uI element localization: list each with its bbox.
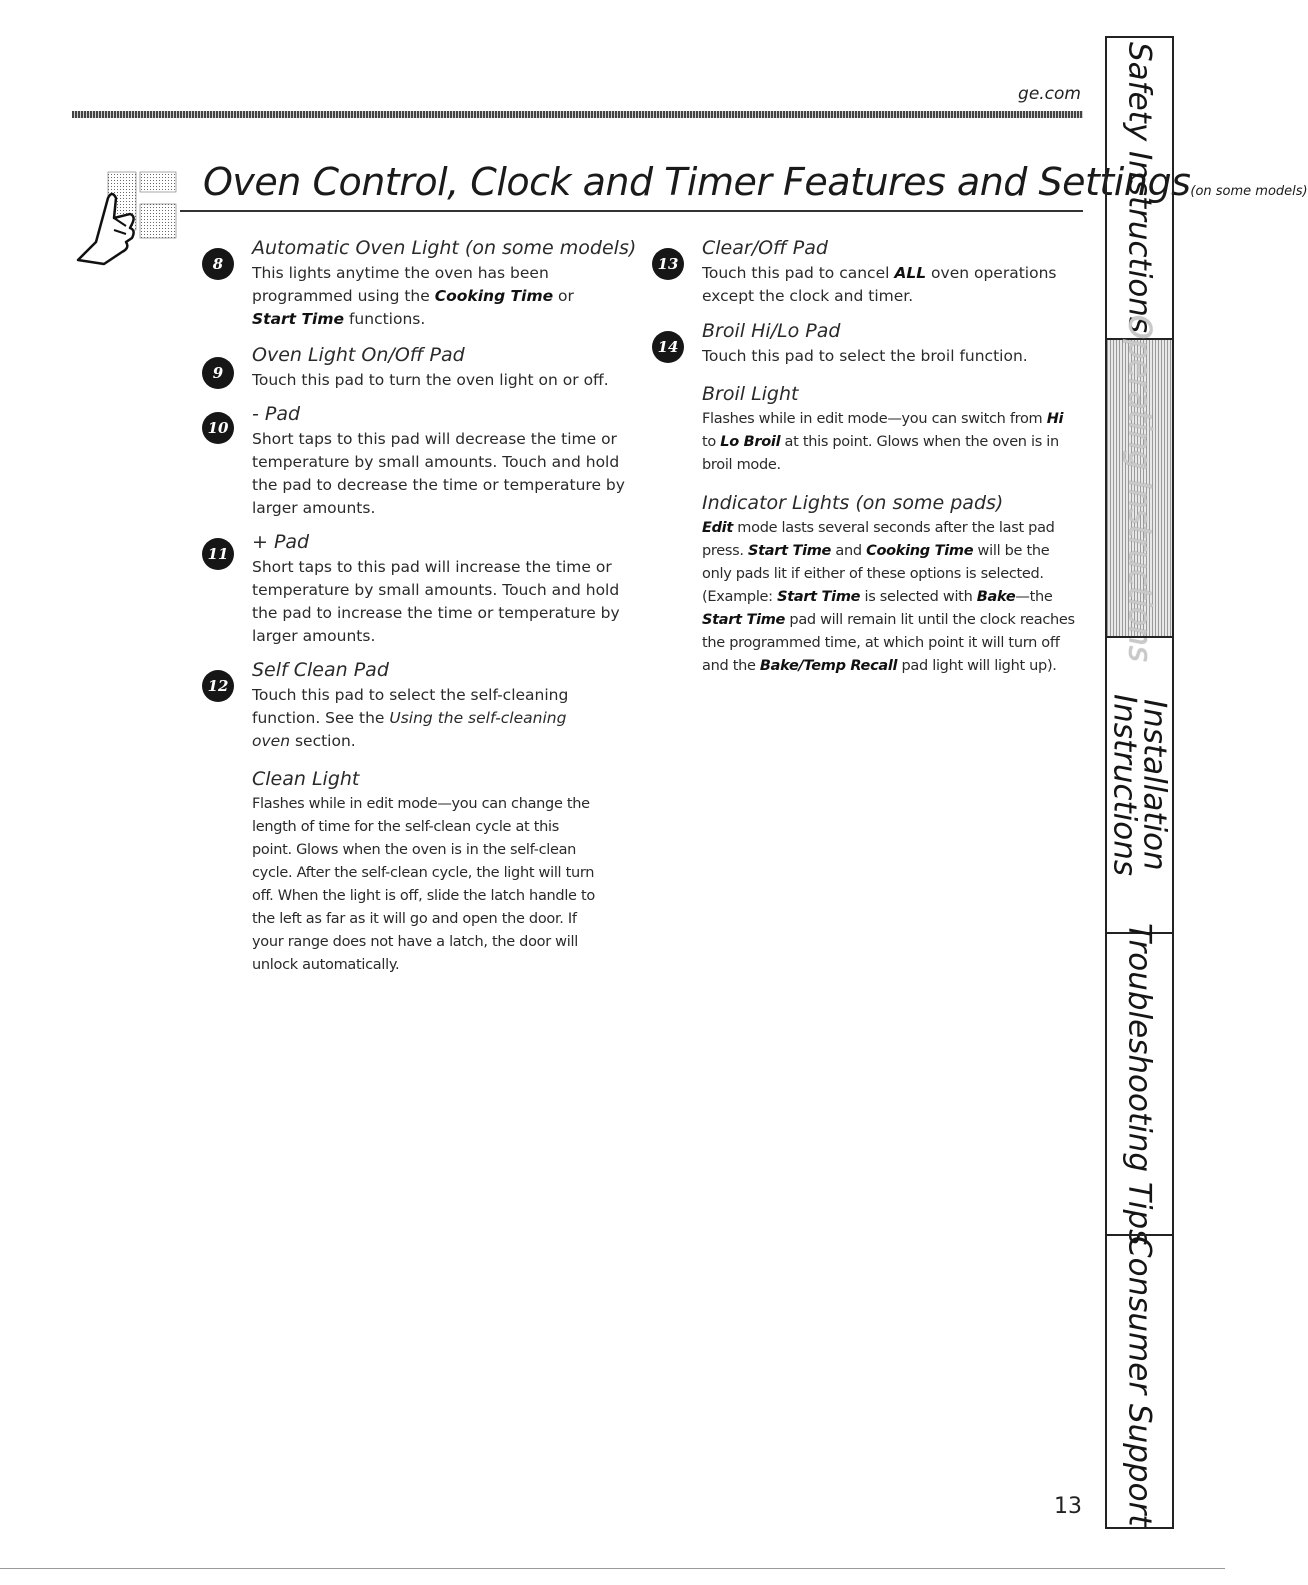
site-url: ge.com [1018, 84, 1081, 104]
feature-body: Touch this pad to select the self-cleaning function. See the Using the self-cleaning oven section. [252, 686, 569, 750]
feature-item-13 [655, 236, 1080, 308]
feature-item-9 [205, 343, 635, 392]
tab-troubleshooting-tips[interactable] [1107, 922, 1172, 1246]
hand-pointing-icon [78, 168, 180, 270]
number-badge-icon: 10 [202, 412, 234, 444]
tab-label: Installation Instructions [1106, 693, 1173, 877]
number-badge-icon: 12 [202, 670, 234, 702]
sub-body: Edit mode lasts several seconds after the last pad press. Start Time and Cooking Time will be the only pads lit if either of these options is selected. (Example: Start Time is selected with Bake—the Start Time pad will remain lit until the clock reaches the programmed time, at which point it will turn off and the Bake/Temp Recall pad light will light up). [702, 520, 1075, 674]
page-title-qualifier: (on some models) [1190, 184, 1308, 199]
number-badge-icon: 14 [652, 331, 684, 363]
sub-body: Flashes while in edit mode—you can change the length of time for the self-clean cycle at this point. Glows when the oven is in the self-clean cycle. After the self-clean cycle, the light will turn off. When the light is off, slide the latch handle to the left as far as it will go and open the door. If your range does not have a latch, the door will unlock automatically. [252, 796, 595, 973]
header-rule [72, 111, 1083, 118]
tab-operating-instructions[interactable] [1107, 314, 1172, 662]
feature-item-14 [655, 319, 1080, 678]
number-badge-icon: 8 [202, 248, 234, 280]
page-bottom-edge [0, 1568, 1225, 1569]
sub-heading: Indicator Lights (on some pads) [702, 492, 1004, 514]
tab-label: Troubleshooting Tips [1121, 922, 1158, 1246]
feature-heading: - Pad [252, 403, 301, 425]
feature-heading: + Pad [252, 531, 310, 553]
section-tabs [1105, 36, 1174, 1529]
feature-heading: Automatic Oven Light (on some models) [252, 237, 637, 259]
feature-item-8 [205, 236, 637, 331]
number-badge-icon: 11 [202, 538, 234, 570]
feature-body: Touch this pad to turn the oven light on or off. [252, 371, 609, 389]
feature-item-11 [205, 530, 637, 648]
feature-heading: Self Clean Pad [252, 659, 389, 681]
sub-heading: Broil Light [702, 383, 799, 405]
feature-body: Short taps to this pad will decrease the time or temperature by small amounts. Touch and hold the pad to decrease the time or temperature by larger amounts. [252, 430, 625, 517]
tab-label: Operating Instructions [1121, 314, 1158, 662]
tab-label: Safety Instructions [1121, 42, 1158, 334]
number-badge-icon: 9 [202, 357, 234, 389]
number-badge-icon: 13 [652, 248, 684, 280]
feature-body: Touch this pad to select the broil function. [702, 347, 1028, 365]
tab-label: Consumer Support [1121, 1236, 1158, 1527]
feature-body: This lights anytime the oven has been programmed using the Cooking Time or Start Time functions. [252, 264, 574, 328]
feature-heading: Broil Hi/Lo Pad [702, 320, 841, 342]
feature-body: Touch this pad to cancel ALL oven operations except the clock and timer. [702, 264, 1057, 305]
page-number: 13 [1054, 1494, 1082, 1519]
page-title-main: Oven Control, Clock and Timer Features and Settings [203, 160, 1191, 204]
tab-installation-instructions[interactable] [1107, 636, 1172, 932]
sub-body: Flashes while in edit mode—you can switch from Hi to Lo Broil at this point. Glows when the oven is in broil mode. [702, 411, 1064, 473]
tab-consumer-support[interactable] [1107, 1234, 1172, 1527]
feature-item-10 [205, 402, 637, 520]
feature-heading: Oven Light On/Off Pad [252, 344, 465, 366]
sub-heading: Clean Light [252, 768, 360, 790]
feature-heading: Clear/Off Pad [702, 237, 828, 259]
title-rule [180, 210, 1083, 212]
feature-body: Short taps to this pad will increase the time or temperature by small amounts. Touch and hold the pad to increase the time or temperature by larger amounts. [252, 558, 620, 645]
feature-item-12 [205, 658, 600, 977]
tab-safety-instructions[interactable] [1107, 38, 1172, 338]
